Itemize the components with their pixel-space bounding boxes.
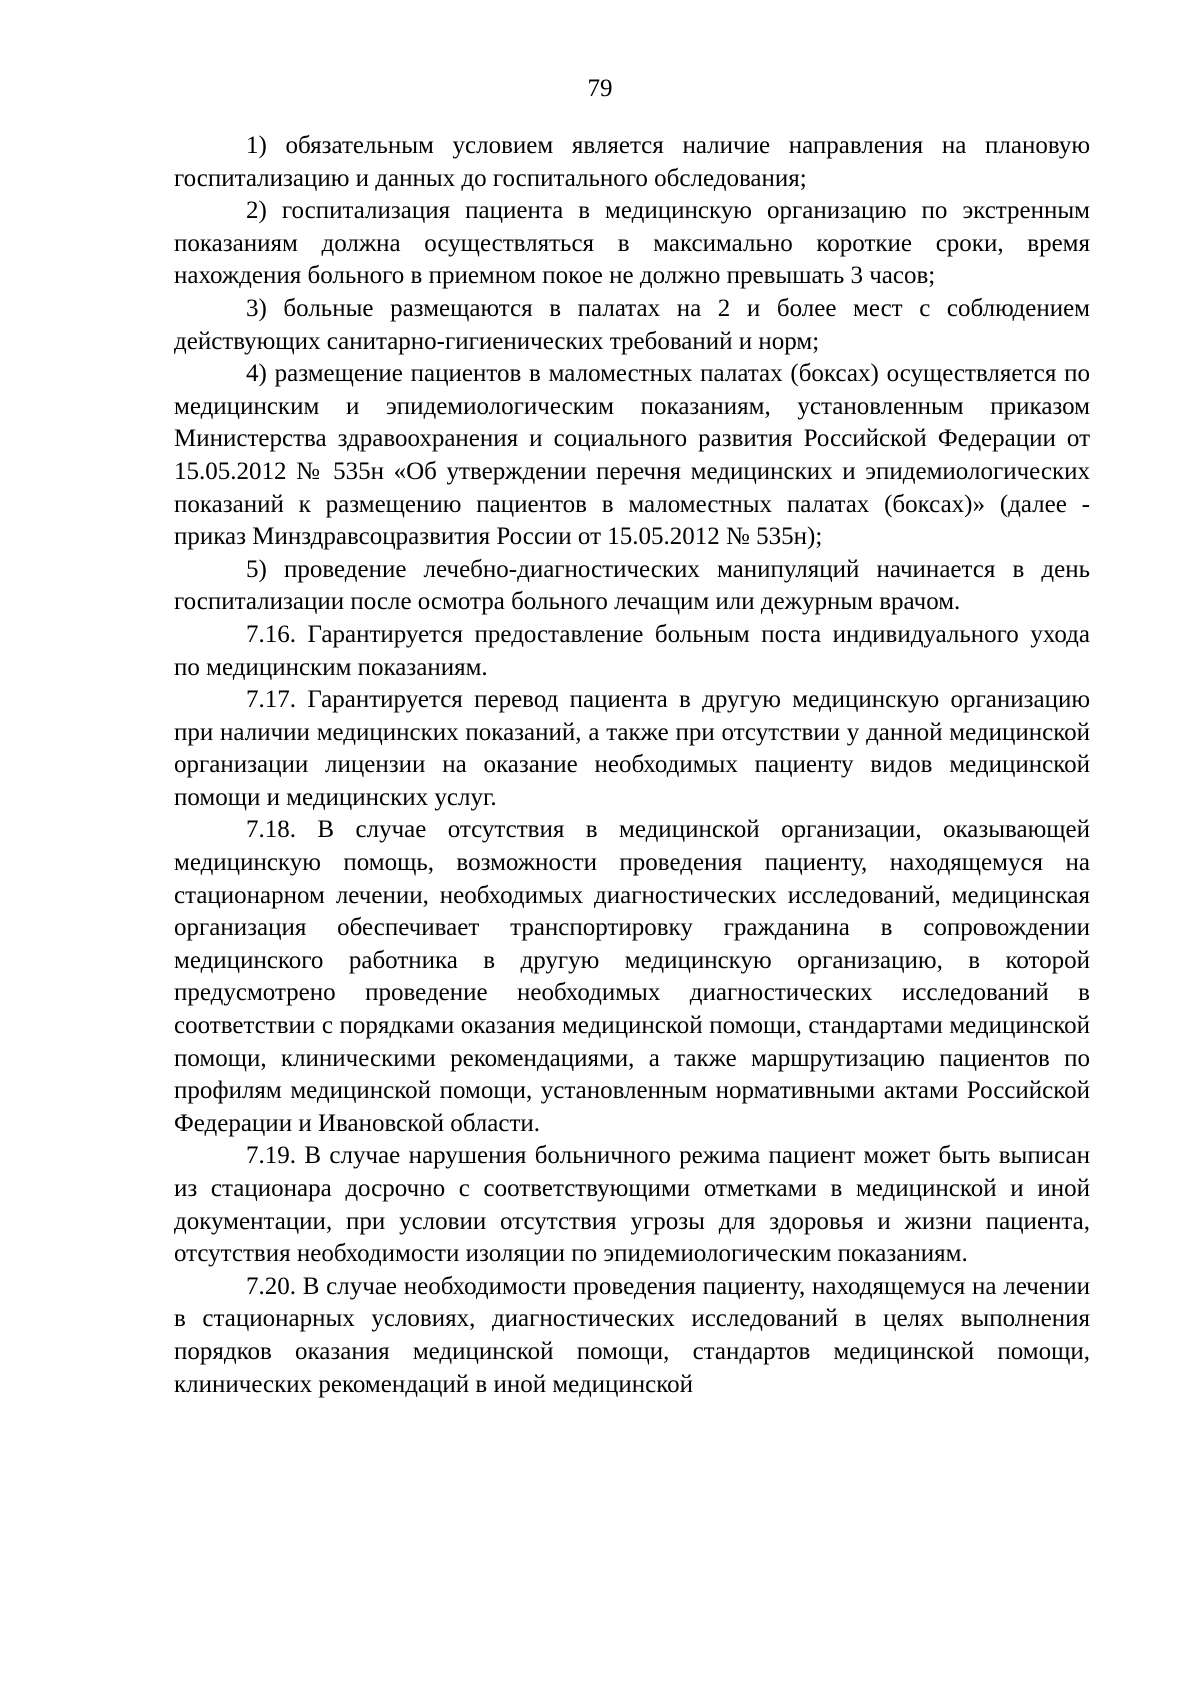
paragraph-item-2: 2) госпитализация пациента в медицинскую организацию по экстренным показаниям должна осуществляться в максимально короткие сроки, время нахождения больного в приемном покое не должно превышать 3 часов; (174, 197, 1090, 290)
paragraph-7-18: 7.18. В случае отсутствия в медицинской организации, оказывающей медицинскую помощь, возможности проведения пациенту, находящемуся на стационарном лечении, необходимых диагностических исследований, медицинская организация обеспечивает транспортировку гражданина в сопровождении медицинского работника в другую медицинскую организацию, в которой предусмотрено проведение необходимых диагностических исследований в соответствии с порядками оказания медицинской помощи, стандартами медицинской помощи, клиническими рекомендациями, а также маршрутизацию пациентов по профилям медицинской помощи, установленным нормативными актами Российской Федерации и Ивановской области. (174, 816, 1090, 1137)
page-number: 79 (587, 75, 613, 102)
paragraph-7-17: 7.17. Гарантируется перевод пациента в другую медицинскую организацию при наличии медицинских показаний, а также при отсутствии у данной медицинской организации лицензии на оказание необходимых пациенту видов медицинской помощи и медицинских услуг. (174, 686, 1090, 811)
paragraph-item-1: 1) обязательным условием является наличие направления на плановую госпитализацию и данных до госпитального обследования; (174, 132, 1090, 192)
paragraph-7-19: 7.19. В случае нарушения больничного режима пациент может быть выписан из стационара досрочно с соответствующими отметками в медицинской и иной документации, при условии отсутствия угрозы для здоровья и жизни пациента, отсутствия необходимости изоляции по эпидемиологическим показаниям. (174, 1142, 1090, 1268)
paragraph-7-20: 7.20. В случае необходимости проведения пациенту, находящемуся на лечении в стационарных условиях, диагностических исследований в целях выполнения порядков оказания медицинской помощи, стандартов медицинской помощи, клинических рекомендаций в иной медицинской (174, 1272, 1090, 1398)
paragraph-7-16: 7.16. Гарантируется предоставление больным поста индивидуального ухода по медицинским показаниям. (174, 620, 1090, 681)
paragraph-item-4: 4) размещение пациентов в маломестных палатах (боксах) осуществляется по медицинским и эпидемиологическим показаниям, установленным приказом Министерства здравоохранения и социального развития Российской Федерации от 15.05.2012 № 535н «Об утверждении перечня медицинских и эпидемиологических показаний к размещению пациентов в маломестных палатах (боксах)» (далее - приказ Минздравсоцразвития России от 15.05.2012 № 535н); (174, 360, 1090, 551)
paragraph-item-5: 5) проведение лечебно-диагностических манипуляций начинается в день госпитализации после осмотра больного лечащим или дежурным врачом. (174, 555, 1090, 616)
paragraph-item-3: 3) больные размещаются в палатах на 2 и более мест с соблюдением действующих санитарно-гигиенических требований и норм; (174, 294, 1090, 355)
document-body (174, 130, 1090, 1401)
